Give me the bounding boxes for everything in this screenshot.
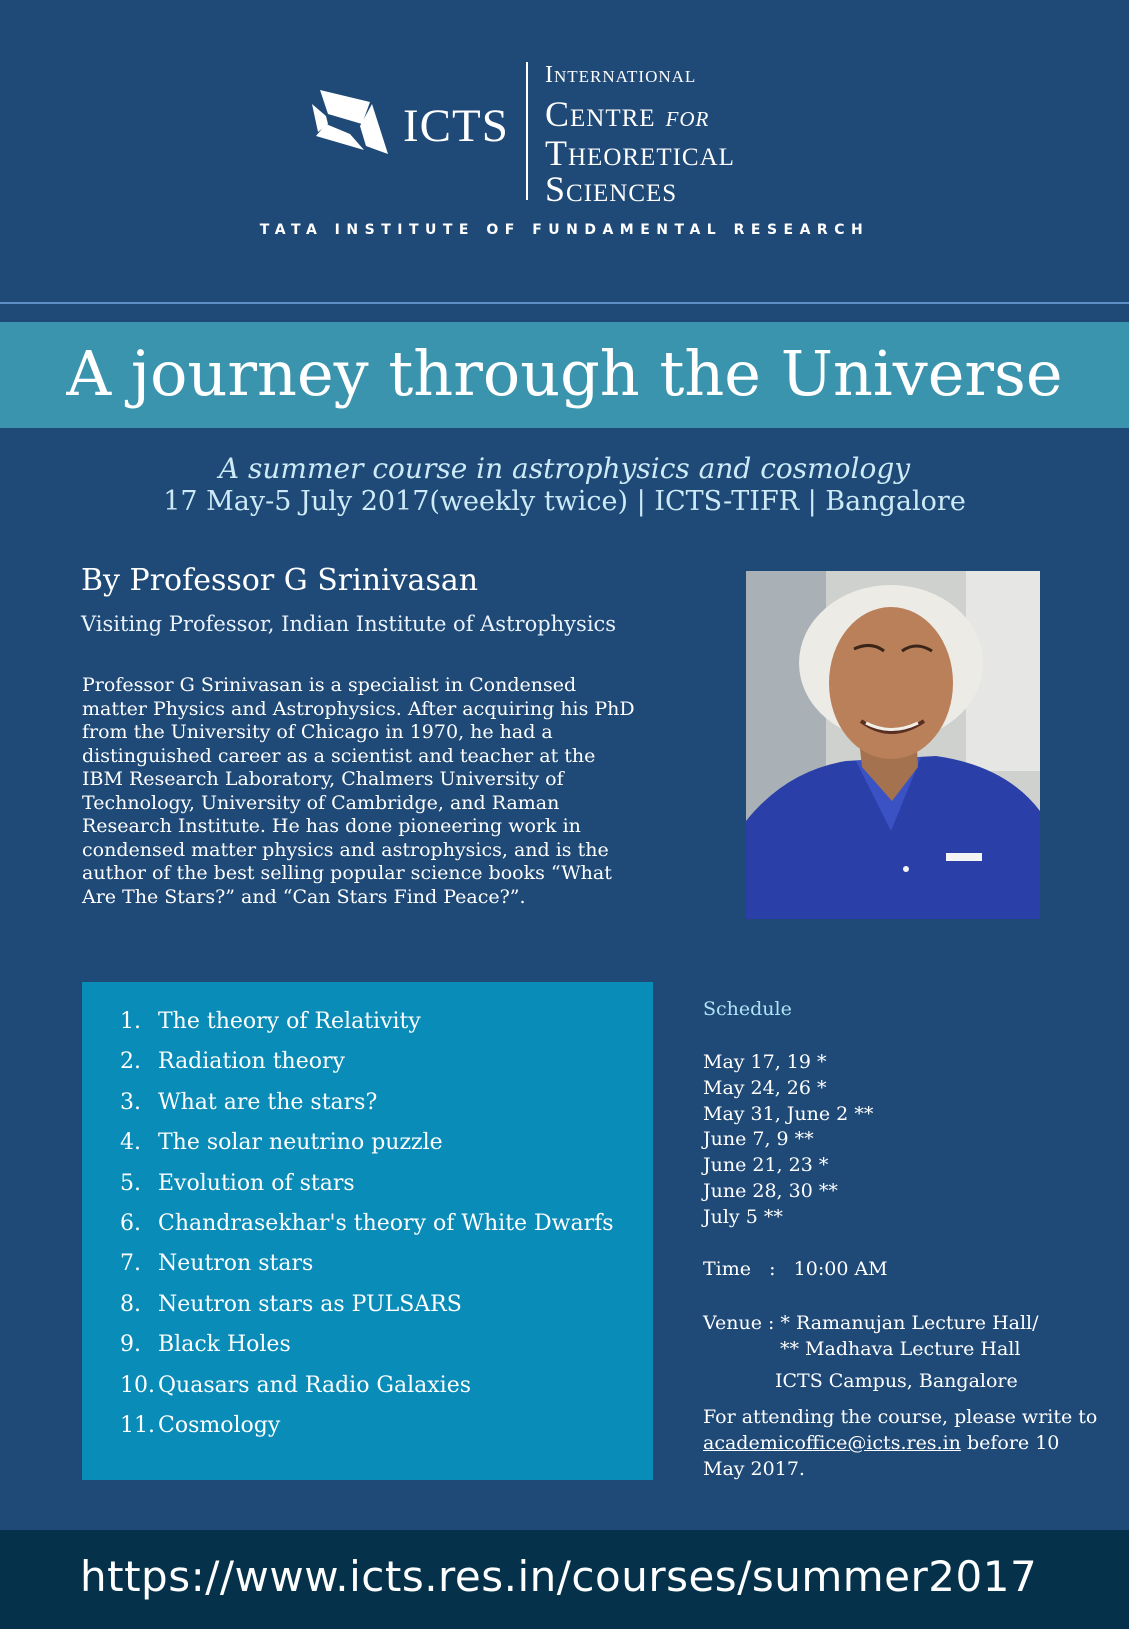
list-item: 9. Black Holes [120,1332,291,1358]
list-item: 7. Neutron stars [120,1251,314,1277]
contact-email-link[interactable]: academicoffice@icts.res.in [703,1432,961,1454]
venue-campus: ICTS Campus, Bangalore [775,1370,1018,1392]
speaker-photo [746,571,1040,919]
logo-divider [526,62,528,200]
schedule-heading: Schedule [703,998,792,1020]
topics-list [120,1002,614,1446]
schedule-date: June 28, 30 ** [703,1179,838,1202]
list-item: 10. Quasars and Radio Galaxies [120,1372,472,1398]
course-dates-location: 17 May-5 July 2017(weekly twice) | ICTS-TIFR | Bangalore [163,486,966,517]
schedule-time: Time : 10:00 AM [703,1258,888,1280]
course-subtitle: A summer course in astrophysics and cosmology [218,452,911,485]
schedule-date: July 5 ** [703,1205,783,1228]
logo-line-international: International [545,62,697,88]
list-item: 6. Chandrasekhar's theory of White Dwarfs [120,1211,614,1237]
header-divider [0,302,1129,304]
list-item: 2. Radiation theory [120,1049,345,1075]
schedule-date: June 7, 9 ** [703,1128,814,1151]
speaker-bio: Professor G Srinivasan is a specialist in Condensed matter Physics and Astrophysics. After acquiring his PhD from the University of Chicago in 1970, he had a distinguished career as a scientist and teacher at the IBM Research Laboratory, Chalmers University of Technology, University of Cambridge, and Raman Research Institute. He has done pioneering work in condensed matter physics and astrophysics, and is the author of the best selling popular science books “What Are The Stars?” and “Can Stars Find Peace?”. [82,674,635,908]
logo-line-centre: Centre for [545,94,710,134]
list-item: 3. What are the stars? [120,1089,378,1115]
list-item: 4. The solar neutrino puzzle [120,1130,443,1156]
course-title: A journey through the Universe [66,337,1063,410]
schedule-dates [703,1050,873,1231]
parent-organization: TATA INSTITUTE OF FUNDAMENTAL RESEARCH [259,222,870,238]
list-item: 11. Cosmology [120,1413,281,1439]
list-item: 1. The theory of Relativity [120,1009,421,1034]
logo-line-sciences: Sciences [545,169,678,209]
course-url[interactable]: https://www.icts.res.in/courses/summer2017 [80,1552,1038,1601]
speaker-role: Visiting Professor, Indian Institute of Astrophysics [81,612,617,636]
schedule-date: May 31, June 2 ** [703,1102,874,1125]
list-item: 5. Evolution of stars [120,1170,355,1196]
venue-line-ramanujan: Venue : * Ramanujan Lecture Hall/ [703,1312,1039,1334]
schedule-date: June 21, 23 * [703,1154,829,1177]
venue-line-madhava: ** Madhava Lecture Hall [780,1338,1021,1360]
speaker-name: By Professor G Srinivasan [81,563,479,598]
logo-full-name [545,60,735,207]
icts-logo-mark [310,84,394,168]
list-item: 8. Neutron stars as PULSARS [120,1291,462,1317]
logo-line-theoretical: Theoretical [545,133,735,173]
schedule-date: May 24, 26 * [703,1076,827,1099]
logo-acronym: ICTS [403,100,509,152]
schedule-date: May 17, 19 * [703,1051,827,1073]
topics-panel [82,982,653,1480]
attendance-note: For attending the course, please write to academicoffice@icts.res.in before 10 May 2017. [703,1406,1098,1480]
